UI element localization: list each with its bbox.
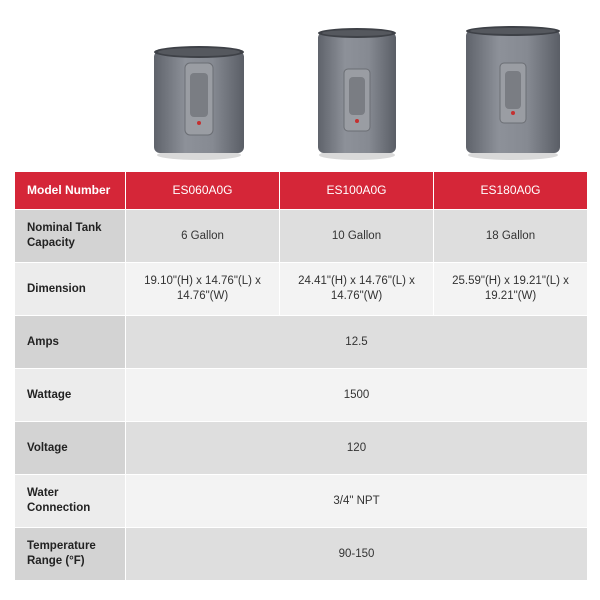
row-label-water-connection: Water Connection — [15, 475, 126, 528]
table-row-water-connection — [15, 475, 588, 528]
product-images — [0, 0, 600, 170]
dimension-cell-2: 24.41"(H) x 14.76"(L) x 14.76"(W) — [280, 263, 434, 316]
temperature-range-value: 90-150 — [126, 528, 588, 581]
table-row-amps — [15, 316, 588, 369]
header-model-es180a0g: ES180A0G — [434, 172, 588, 210]
capacity-cell-2: 10 Gallon — [280, 210, 434, 263]
table-row-wattage — [15, 369, 588, 422]
water-heater-10-gallon-image — [316, 27, 398, 161]
row-label-voltage: Voltage — [15, 422, 126, 475]
amps-value: 12.5 — [126, 316, 588, 369]
row-label-temperature-range: Temperature Range (°F) — [15, 528, 126, 581]
row-label-wattage: Wattage — [15, 369, 126, 422]
row-label-amps: Amps — [15, 316, 126, 369]
specification-table — [14, 171, 588, 581]
wattage-value: 1500 — [126, 369, 588, 422]
header-model-es100a0g: ES100A0G — [280, 172, 434, 210]
dimension-cell-3: 25.59"(H) x 19.21"(L) x 19.21"(W) — [434, 263, 588, 316]
dimension-cell-1: 19.10"(H) x 14.76"(L) x 14.76"(W) — [126, 263, 280, 316]
row-label-dimension: Dimension — [15, 263, 126, 316]
table-row-dimension — [15, 263, 588, 316]
voltage-value: 120 — [126, 422, 588, 475]
header-model-es060a0g: ES060A0G — [126, 172, 280, 210]
water-heater-6-gallon-image — [152, 45, 246, 161]
water-heater-18-gallon-image — [464, 25, 562, 161]
table-row-capacity — [15, 210, 588, 263]
table-row-voltage — [15, 422, 588, 475]
row-label-capacity: Nominal Tank Capacity — [15, 210, 126, 263]
water-connection-value: 3/4" NPT — [126, 475, 588, 528]
table-header-row — [15, 172, 588, 210]
header-model-number-label: Model Number — [15, 172, 126, 210]
capacity-cell-1: 6 Gallon — [126, 210, 280, 263]
capacity-cell-3: 18 Gallon — [434, 210, 588, 263]
table-row-temperature-range — [15, 528, 588, 581]
